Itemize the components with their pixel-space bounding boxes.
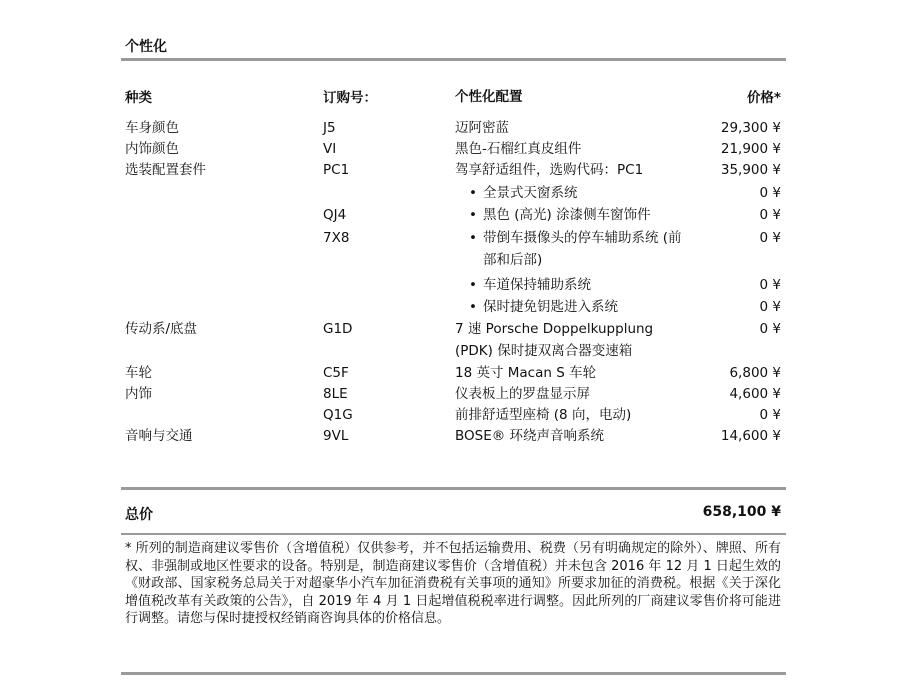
row-config: 前排舒适型座椅 (8 向，电动) bbox=[455, 407, 632, 423]
row-code: 8LE bbox=[323, 386, 348, 402]
divider bbox=[121, 672, 786, 675]
row-code: QJ4 bbox=[323, 207, 347, 223]
header-order-code: 订购号： bbox=[323, 90, 377, 106]
price-footnote: * 所列的制造商建议零售价（含增值税）仅供参考，并不包括运输费用、税费（另有明确规定的除外）、牌照、所有权、非强制或地区性要求的设备。特别是，制造商建议零售价（含增值税）并未包含 2016 年 12 月 1 日起生效的《财政部、国家税务总局关于对超豪华小汽车加征消费税有关事项的通知》所要求加征的消费税。根据《关于深化增值税改革有关政策的公告》，自 2019 年 4 月 1 日起增值税税率进行调整。因此所列的厂商建议零售价将可能进行调整。请您与保时捷授权经销商咨询具体的价格信息。 bbox=[125, 541, 781, 626]
row-code: 9VL bbox=[323, 428, 349, 444]
row-category: 传动系/底盘 bbox=[125, 321, 198, 337]
row-category: 内饰 bbox=[125, 386, 152, 402]
row-config: 7 速 Porsche Doppelkupplung (PDK) 保时捷双离合器变速箱 bbox=[455, 321, 654, 359]
row-code: VI bbox=[323, 141, 337, 157]
row-price: 0 ¥ bbox=[759, 230, 781, 246]
row-code: J5 bbox=[323, 120, 336, 136]
row-config: 迈阿密蓝 bbox=[455, 120, 509, 136]
row-price: 35,900 ¥ bbox=[720, 162, 781, 178]
row-price: 21,900 ¥ bbox=[720, 141, 781, 157]
row-category: 车轮 bbox=[125, 365, 152, 381]
row-code: G1D bbox=[323, 321, 353, 337]
row-code: Q1G bbox=[323, 407, 353, 423]
row-price: 0 ¥ bbox=[759, 321, 781, 337]
header-category: 种类 bbox=[125, 90, 152, 106]
row-code: C5F bbox=[323, 365, 349, 381]
row-category: 选装配置套件 bbox=[125, 162, 206, 178]
row-config-bullet: • 黑色 (高光) 涂漆侧车窗饰件 bbox=[455, 204, 685, 226]
row-price: 0 ¥ bbox=[759, 207, 781, 223]
row-category: 内饰颜色 bbox=[125, 141, 179, 157]
row-code: 7X8 bbox=[323, 230, 350, 246]
row-config-bullet: • 带倒车摄像头的停车辅助系统 (前部和后部) bbox=[455, 227, 685, 271]
row-config: 18 英寸 Macan S 车轮 bbox=[455, 365, 597, 381]
row-config-bullet: • 全景式天窗系统 bbox=[455, 182, 685, 204]
row-config-bullet: • 保时捷免钥匙进入系统 bbox=[455, 296, 685, 318]
row-price: 0 ¥ bbox=[759, 407, 781, 423]
divider bbox=[121, 487, 786, 490]
row-price: 0 ¥ bbox=[759, 185, 781, 201]
row-config: BOSE® 环绕声音响系统 bbox=[455, 428, 605, 444]
row-config: 驾享舒适组件，选购代码：PC1 bbox=[455, 162, 644, 178]
row-price: 29,300 ¥ bbox=[720, 120, 781, 136]
row-price: 6,800 ¥ bbox=[729, 365, 781, 381]
divider bbox=[121, 533, 786, 535]
row-config: 仪表板上的罗盘显示屏 bbox=[455, 386, 590, 402]
row-category: 车身颜色 bbox=[125, 120, 179, 136]
row-price: 14,600 ¥ bbox=[720, 428, 781, 444]
total-value: 658,100 ¥ bbox=[702, 504, 781, 520]
row-price: 0 ¥ bbox=[759, 277, 781, 293]
section-title: 个性化 bbox=[125, 39, 167, 55]
row-price: 4,600 ¥ bbox=[729, 386, 781, 402]
divider bbox=[121, 58, 786, 61]
header-configuration: 个性化配置 bbox=[455, 89, 523, 105]
row-price: 0 ¥ bbox=[759, 299, 781, 315]
row-config: 黑色-石榴红真皮组件 bbox=[455, 141, 582, 157]
row-code: PC1 bbox=[323, 162, 350, 178]
row-category: 音响与交通 bbox=[125, 428, 193, 444]
header-price: 价格* bbox=[746, 90, 781, 106]
total-label: 总价 bbox=[125, 507, 153, 523]
row-config-bullet: • 车道保持辅助系统 bbox=[455, 274, 685, 296]
